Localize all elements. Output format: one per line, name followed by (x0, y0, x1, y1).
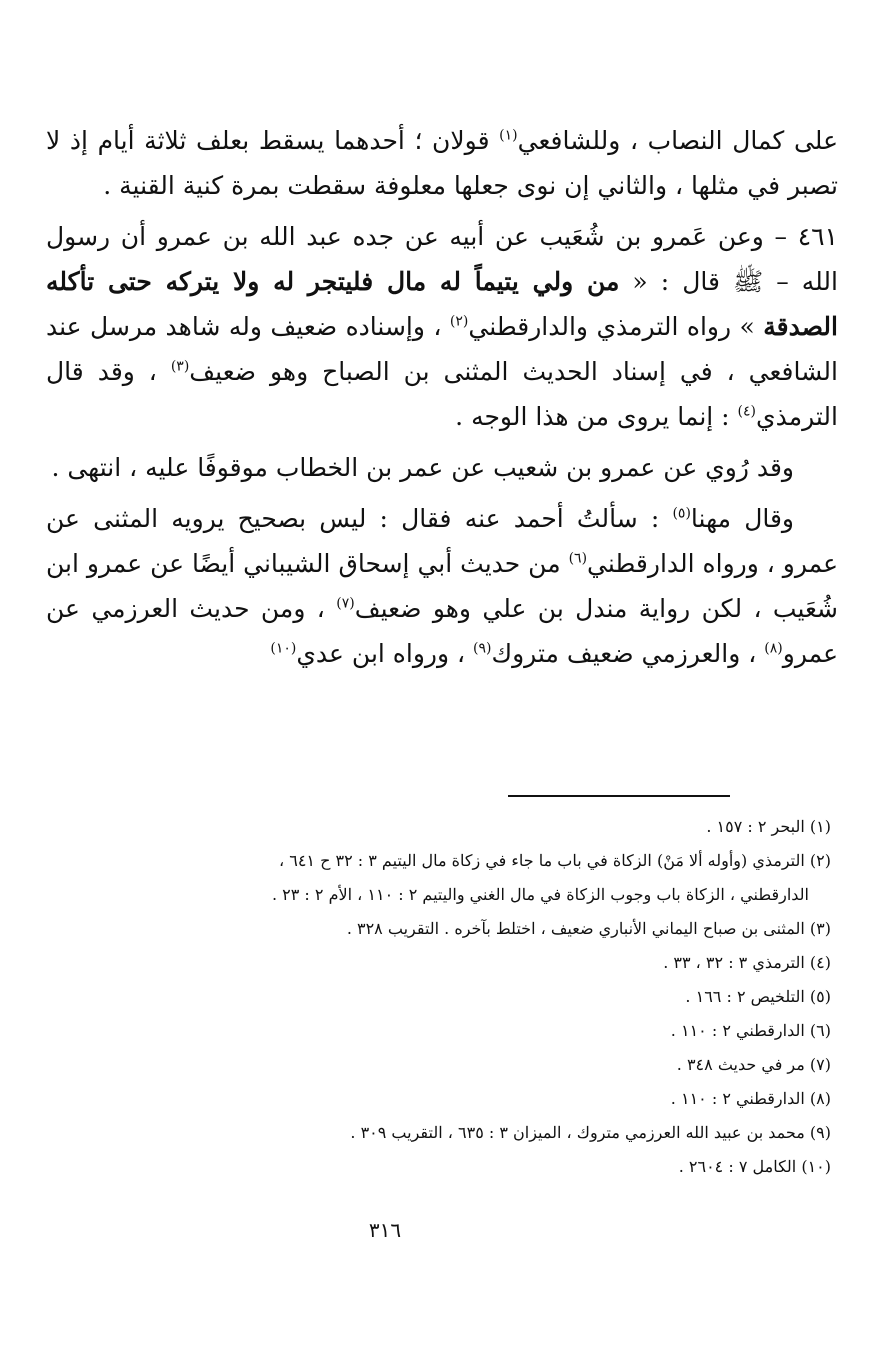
footnote-ref-1[interactable]: (١) (499, 127, 518, 144)
paragraph-hadith-461 (46, 214, 838, 439)
footnote-3: (٣) المثنى بن صباح اليماني الأنباري ضعيف ، اختلط بآخره . التقريب ٣٢٨ . (346, 919, 831, 938)
footnote-ref-3[interactable]: (٣) (170, 358, 190, 375)
text-run: » رواه الترمذي والدارقطني (468, 312, 764, 341)
footnote-ref-9[interactable]: (٩) (473, 640, 492, 657)
text-run: ، ورواه ابن عدي (296, 639, 474, 668)
text-run: على كمال النصاب ، وللشافعي (517, 126, 838, 155)
hadith-text: من ولي يتيماً له مال فليتجر له ولا يتركه حتى تأكله الصدقة (46, 267, 838, 341)
footnote-6: (٦) الدارقطني ٢ : ١١٠ . (670, 1021, 831, 1040)
footnote-10: (١٠) الكامل ٧ : ٢٦٠٤ . (678, 1157, 831, 1176)
footnote-9: (٩) محمد بن عبيد الله العرزمي متروك ، الميزان ٣ : ٦٣٥ ، التقريب ٣٠٩ . (350, 1123, 831, 1142)
footnote-7: (٧) مر في حديث ٣٤٨ . (676, 1055, 831, 1074)
text-run: ٤٦١ – وعن عَمرو بن شُعَيب عن أبيه عن جده عبد الله بن عمرو أن رسول الله – ﷺ قال : « (46, 222, 838, 296)
page-number: ٣١٦ (368, 1218, 402, 1242)
footnote-2-continuation: الدارقطني ، الزكاة باب وجوب الزكاة في مال الغني واليتيم ٢ : ١١٠ ، الأم ٢ : ٢٣ . (271, 885, 809, 904)
paragraph-4 (46, 496, 838, 676)
footnote-divider (508, 795, 730, 797)
text-run: وقال مهنا (690, 504, 794, 533)
text-run: وقد رُوي عن عمرو بن شعيب عن عمر بن الخطاب موقوفًا عليه ، انتهى . (51, 453, 794, 482)
text-run: من حديث أبي إسحاق الشيباني أيضًا عن عمرو ابن شُعَيب ، لكن رواية مندل بن علي وهو ضعيف (46, 549, 839, 623)
footnote-ref-10[interactable]: (١٠) (270, 640, 297, 657)
footnote-5: (٥) التلخيص ٢ : ١٦٦ . (685, 987, 831, 1006)
footnote-ref-4[interactable]: (٤) (737, 403, 757, 420)
text-run: ، وإسناده ضعيف وله شاهد مرسل عند الشافعي ، في إسناد الحديث المثنى بن الصباح وهو ضعيف (46, 312, 838, 386)
text-run: ، ومن حديث العرزمي عن عمرو (46, 594, 838, 668)
footnote-2: (٢) الترمذي (وأوله ألا مَنْ) الزكاة في باب ما جاء في زكاة مال اليتيم ٣ : ٣٢ ح ٦٤١ ، (278, 851, 831, 870)
paragraph-1 (46, 118, 838, 208)
text-run: ، وقد قال الترمذي (46, 357, 838, 431)
text-run: قولان ؛ أحدهما يسقط بعلف ثلاثة أيام إذ لا تصبر في مثلها ، والثاني إن نوى جعلها معلوفة سقطت بمرة كنية القنية . (46, 126, 838, 200)
footnote-4: (٤) الترمذي ٣ : ٣٢ ، ٣٣ . (663, 953, 831, 972)
footnote-ref-6[interactable]: (٦) (568, 550, 588, 567)
footnote-1: (١) البحر ٢ : ١٥٧ . (706, 817, 831, 836)
footnote-ref-5[interactable]: (٥) (672, 505, 691, 522)
footnote-ref-2[interactable]: (٢) (449, 313, 469, 330)
footnote-ref-8[interactable]: (٨) (764, 640, 783, 657)
footnotes (46, 810, 831, 1184)
text-run: : سألتُ أحمد عنه فقال : ليس بصحيح يرويه المثنى عن عمرو ، ورواه الدارقطني (46, 504, 839, 578)
footnote-8: (٨) الدارقطني ٢ : ١١٠ . (670, 1089, 831, 1108)
main-text (46, 118, 838, 676)
text-run: ، والعرزمي ضعيف متروك (491, 639, 765, 668)
paragraph-3 (46, 445, 838, 490)
text-run: : إنما يروى من هذا الوجه . (455, 402, 738, 431)
footnote-ref-7[interactable]: (٧) (336, 595, 355, 612)
